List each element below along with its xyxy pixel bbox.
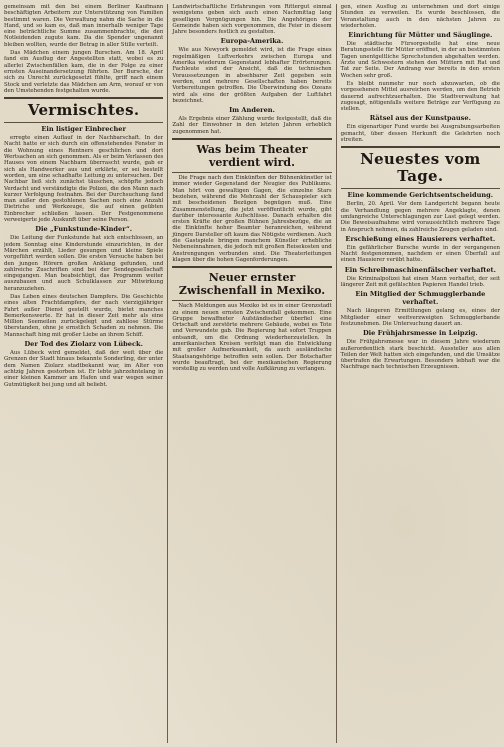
divider [172, 138, 331, 140]
article-text: Das Mädchen einem jungen Burschen. Am 18. April fand ein Ausflug der Angestellten statt, wobei es zu allerlei Zwischenfällen kam, die in der Folge zu einer ernsten Auseinandersetzung führten. Der Bursche, der sich zu Unrecht zurückgesetzt fühlte, griff nach einem Stock und verletzte das Mädchen am Arm, worauf er von den Umstehenden festgehalten wurde. [4, 50, 164, 94]
section-heading-theater: Was beim Theater verdient wird. [196, 143, 308, 170]
divider [172, 172, 331, 173]
column-middle [167, 4, 331, 743]
section-heading-vermischtes: Vermischtes. [27, 101, 140, 120]
article-text: Die Kriminalpolizei hat einen Mann verhaftet, der seit längerer Zeit mit gefälschten Papieren Handel trieb. [340, 275, 500, 289]
divider [172, 266, 331, 268]
article-text: erregte einen Auflauf in der Nachbarschaft. In der Nacht hatte er sich durch ein offenstehendes Fenster in die Wohnung eines Rentners geschlichen und dort Wertsachen an sich genommen. Als er beim Verlassen des Hauses von einem Nachbarn überrascht wurde, gab er sich als Handwerker aus und erklärte, er sei bestellt worden, um eine schadhafte Leitung zu untersuchen. Der Nachbar ließ sich zunächst täuschen, schöpfte jedoch Verdacht und verständigte die Polizei, die den Mann nach kurzer Verfolgung festnahm. Bei der Durchsuchung fand man außer den gestohlenen Sachen noch eine Anzahl Dietriche und Werkzeuge, die auf einen geübten Einbrecher schließen lassen. Der Festgenommene verweigerte jede Auskunft über seine Person. [4, 135, 164, 224]
article-text: Ein gefährlicher Bursche wurde in der vergangenen Nacht festgenommen, nachdem er einen Überfall auf einen Hausierer verübt hatte. [340, 244, 500, 264]
article-text: Als Ergebnis einer Zählung wurde festgestellt, daß die Zahl der Einwohner in den letzten Jahren erheblich zugenommen hat. [172, 116, 332, 135]
column-right [336, 4, 500, 743]
article-text: Das Leben eines deutschen Dampfers. Die Geschichte eines alten Frachtdampfers, der nach vierzigjähriger Fahrt außer Dienst gestellt wurde, bietet manches Bemerkenswerte. Er hat in dieser Zeit mehr als eine Million Seemeilen zurückgelegt und zahllose Stürme überstanden, ohne je ernstlich Schaden zu nehmen. Die Mannschaft hing mit großer Liebe an ihrem Schiff. [4, 293, 164, 338]
article-text: Ein eigenartiger Fund wurde bei Ausgrabungsarbeiten gemacht, über dessen Herkunft die Gelehrten noch streiten. [340, 124, 500, 144]
columns [4, 4, 500, 743]
subheading: Europa-Amerika. [220, 37, 284, 46]
subheading: Ein Schreibmaschinenfälscher verhaftet. [344, 265, 496, 274]
divider [4, 122, 163, 123]
article-text: Die Frühjahrsmesse war in diesem Jahre wiederum außerordentlich stark beschickt. Aussteller aus allen Teilen der Welt hatten sich eingefunden, und die Umsätze übertrafen die Erwartungen. Besonders lebhaft war die Nachfrage nach technischen Erzeugnissen. [340, 339, 500, 371]
subheading: Der Tod des Ziolarz von Lübeck. [24, 340, 143, 349]
subheading: Ein listiger Einbrecher [41, 125, 126, 134]
subheading: Einrichtung für Mütter und Säuglinge. [348, 31, 493, 40]
subheading: Ein Mitglied der Schmugglerbande verhaftet. [355, 290, 486, 307]
subheading: Die Frühjahrsmesse in Leipzig. [362, 329, 478, 338]
column-left [4, 4, 163, 743]
article-text: Berlin, 20. April. Vor dem Landgericht begann heute die Verhandlung gegen mehrere Angeklagte, denen umfangreiche Unterschlagungen zur Last gelegt werden. Die Beweisaufnahme wird voraussichtlich mehrere Tage in Anspruch nehmen, da zahlreiche Zeugen geladen sind. [340, 201, 500, 233]
article-text: Aus Lübeck wird gemeldet, daß der weit über die Grenzen der Stadt hinaus bekannte Sonderling, der unter dem Namen Ziolarz stadtbekannt war, im Alter von achtzig Jahren gestorben ist. Er lebte jahrzehntelang in einer kleinen Kammer am Hafen und war wegen seiner Gutmütigkeit bei jung und alt beliebt. [4, 350, 164, 388]
subheading: Im Anderen. [229, 106, 275, 115]
divider [341, 188, 500, 189]
divider [4, 97, 163, 99]
section-heading-mexiko: Neuer ernster Zwischenfall in Mexiko. [178, 271, 326, 298]
article-text: Die Frage nach den Einkünften der Bühnenkünstler ist immer wieder Gegenstand der Neugier des Publikums. Man hört von gewaltigen Gagen, die einzelne Stars beziehen, während die Mehrzahl der Schauspieler sich mit bescheidenen Bezügen begnügen muß. Eine Zusammenstellung, die jetzt veröffentlicht wurde, gibt darüber interessante Aufschlüsse. Danach erhalten die ersten Kräfte der großen Bühnen Jahresbezüge, die an die Einkünfte hoher Beamter heranreichen, während jüngere Darsteller oft kaum das Nötigste verdienen. Auch die Gastspiele bringen manchem Künstler erhebliche Nebeneinnahmen, die jedoch mit großen Reisekosten und Anstrengungen verbunden sind. Die Theaterleitungen klagen über die hohen Gagenforderungen. [172, 175, 332, 263]
article-text: gemeinsam mit den bei einem Berliner Kaufmann beschäftigten Arbeitern zur Unterstützung von Familien bestimmt waren. Die Verwaltung nahm die Sache in die Hand, und so kam es, daß man innerhalb weniger Tage eine beträchtliche Summe zusammenbrachte, die den Notleidenden zugute kam. Da die Spender ungenannt bleiben wollten, wurde der Betrag in aller Stille verteilt. [4, 4, 164, 48]
article-text: Nach längeren Ermittlungen gelang es, eines der Mitglieder einer weitverzweigten Schmugglerbande festzunehmen. Die Untersuchung dauert an. [340, 308, 500, 327]
section-heading-neuestes: Neuestes vom Tage. [360, 150, 481, 186]
divider [172, 300, 331, 301]
subheading: Erschießung eines Hausierers verhaftet. [345, 234, 496, 243]
subheading: Die „Funkstunde-Kinder“. [35, 225, 133, 234]
subheading: Eine kommende Gerichtsentscheidung. [347, 191, 494, 200]
subheading: Rätsel aus der Kunstpause. [369, 114, 471, 123]
article-text: Wie aus Newyork gemeldet wird, ist die Frage eines regelmäßigen Luftverkehrs zwischen Europa und Amerika wiederum Gegenstand lebhafter Erörterungen. Fachleute sind der Ansicht, daß die technischen Voraussetzungen in absehbarer Zeit gegeben sein werden, und mehrere Gesellschaften haben bereits Vorbereitungen getroffen. Die Überwindung des Ozeans wird als eine der größten Aufgaben der Luftfahrt bezeichnet. [172, 47, 332, 104]
article-text: Nach Meldungen aus Mexiko ist es in einer Grenzstadt zu einem neuen ernsten Zwischenfall gekommen. Eine Gruppe bewaffneter Aufständischer überfiel eine Ortschaft und zerstörte mehrere Gebäude, wobei es Tote und Verwundete gab. Die Regierung hat sofort Truppen entsandt, um die Ordnung wiederherzustellen. In amerikanischen Kreisen verfolgt man die Entwicklung mit großer Aufmerksamkeit, da auch ausländische Staatsangehörige betroffen sein sollen. Der Botschafter wurde beauftragt, bei der mexikanischen Regierung vorstellig zu werden und volle Aufklärung zu verlangen. [172, 303, 332, 373]
article-text: Landwirtschaftliche Erfahrungen vom Rittergut einmal wenigstens geben sich auch einen Nachmittag lang geselligen Vergnügungen hin. Die Angehörigen der Gemeinde haben sich vorgenommen, die Feier in diesem Jahre besonders festlich zu gestalten. [172, 4, 332, 36]
article-text: Die Leitung der Funkstunde hat sich entschlossen, an jedem Sonntag eine Kinderstunde einzurichten, in der Märchen erzählt, Lieder gesungen und kleine Spiele vorgeführt werden sollen. Die ersten Versuche haben bei den jungen Hörern großen Anklang gefunden, und zahlreiche Zuschriften sind bei der Sendegesellschaft eingegangen. Man beabsichtigt, das Programm weiter auszubauen und auch Schulklassen zur Mitwirkung heranzuziehen. [4, 235, 164, 292]
divider [341, 146, 500, 148]
article-text: gen, einen Ausflug zu unternehmen und dort einige Stunden zu verweilen. Es wurde beschlossen, die Veranstaltung auch in den nächsten Jahren zu wiederholen. [340, 4, 500, 29]
article-text: Die städtische Fürsorgestelle hat eine neue Beratungsstelle für Mütter eröffnet, in der an bestimmten Tagen unentgeltliche Sprechstunden abgehalten werden. Ärzte und Schwestern stehen den Müttern mit Rat und Tat zur Seite. Der Andrang war bereits in den ersten Wochen sehr groß. [340, 41, 500, 79]
article-text: Es bleibt nunmehr nur noch abzuwarten, ob die vorgesehenen Mittel ausreichen werden, um den Betrieb dauernd aufrechtzuerhalten. Die Stadtverwaltung hat zugesagt, nötigenfalls weitere Beträge zur Verfügung zu stellen. [340, 80, 500, 113]
